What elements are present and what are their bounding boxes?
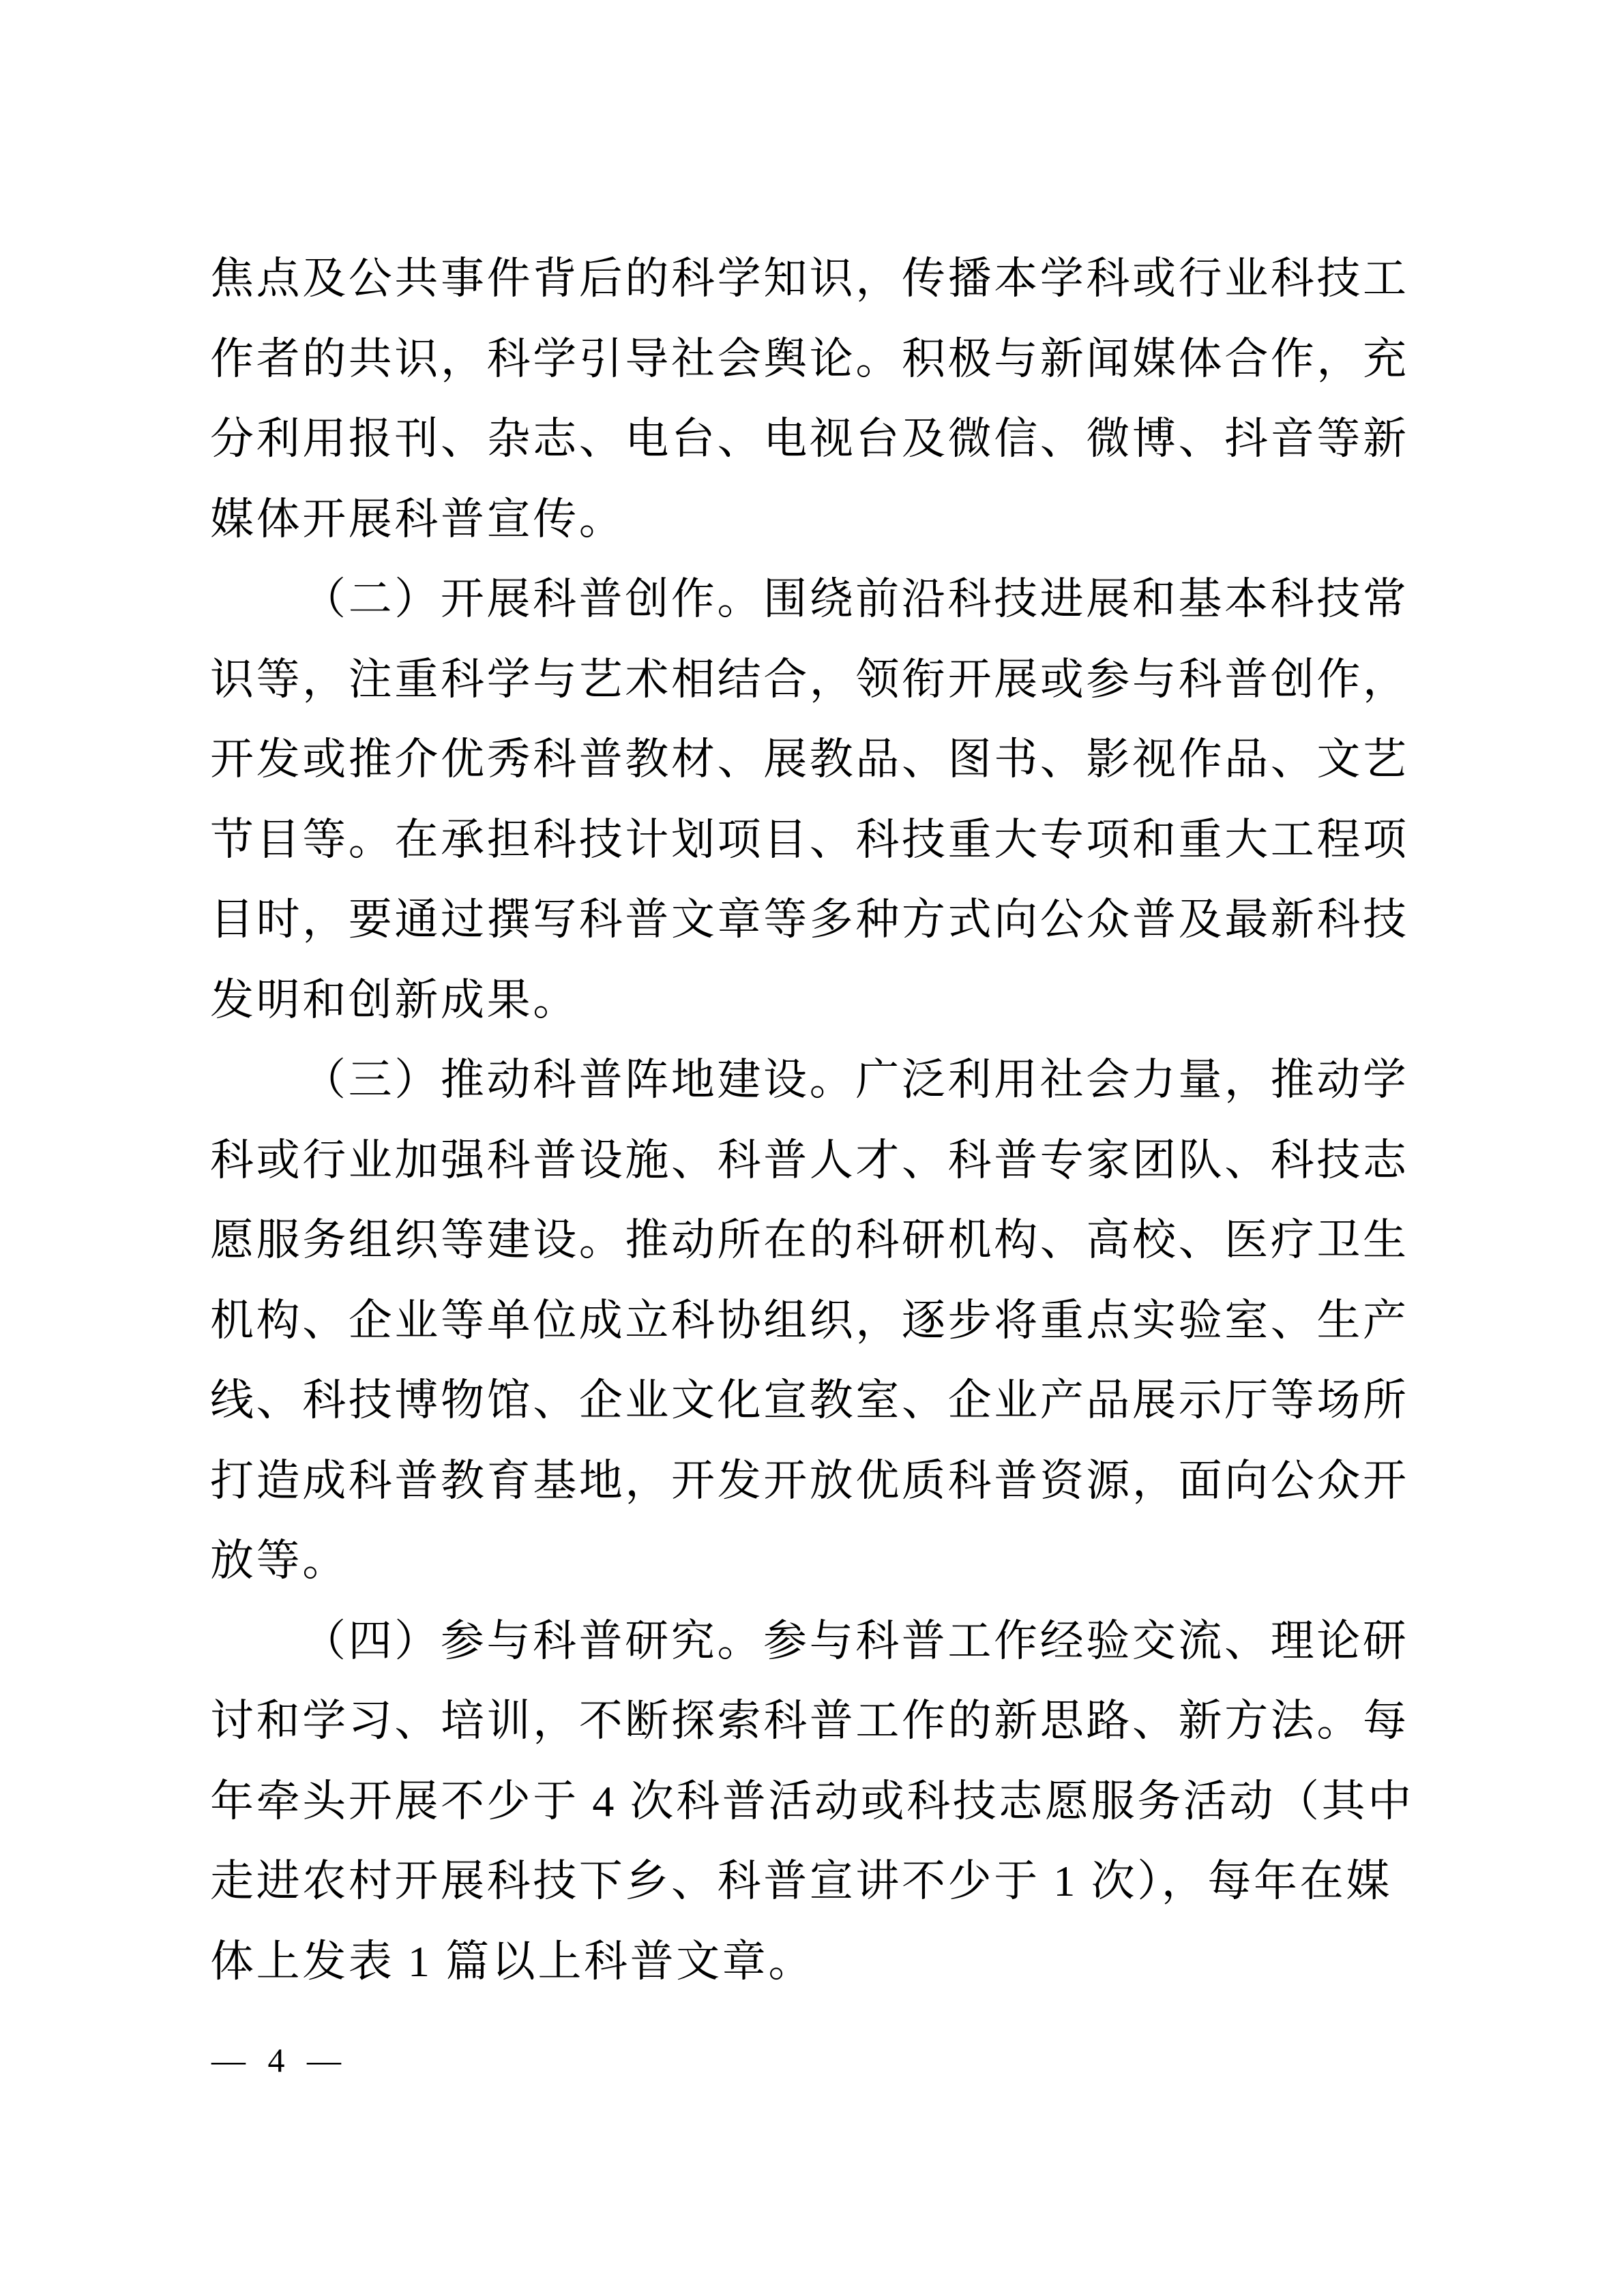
text-line: （三）推动科普阵地建设。广泛利用社会力量，推动学 xyxy=(302,1056,1409,1104)
text-line: 目时，要通过撰写科普文章等多种方式向公众普及最新科技 xyxy=(210,895,1409,944)
text-line: 科或行业加强科普设施、科普人才、科普专家团队、科技志 xyxy=(210,1135,1409,1184)
text-line: 节目等。在承担科技计划项目、科技重大专项和重大工程项 xyxy=(210,815,1409,864)
text-line: 讨和学习、培训，不断探索科普工作的新思路、新方法。每 xyxy=(210,1697,1409,1745)
text-line: 打造成科普教育基地，开发开放优质科普资源，面向公众开 xyxy=(210,1456,1409,1505)
body-text xyxy=(210,239,1415,2001)
text-line: 分利用报刊、杂志、电台、电视台及微信、微博、抖音等新 xyxy=(210,415,1409,463)
text-line: 焦点及公共事件背后的科学知识，传播本学科或行业科技工 xyxy=(210,254,1409,303)
text-line: 开发或推介优秀科普教材、展教品、图书、影视作品、文艺 xyxy=(210,735,1409,784)
text-line: 愿服务组织等建设。推动所在的科研机构、高校、医疗卫生 xyxy=(210,1216,1409,1264)
paragraph-continuation xyxy=(210,239,1415,559)
text-line: 作者的共识，科学引导社会舆论。积极与新闻媒体合作，充 xyxy=(210,334,1409,383)
paragraph-item-3 xyxy=(210,1040,1415,1601)
text-line: 线、科技博物馆、企业文化宣教室、企业产品展示厅等场所 xyxy=(210,1376,1409,1425)
paragraph-item-2 xyxy=(210,559,1415,1040)
text-line: （二）开展科普创作。围绕前沿科技进展和基本科技常 xyxy=(302,575,1409,623)
text-line: 机构、企业等单位成立科协组织，逐步将重点实验室、生产 xyxy=(210,1296,1409,1345)
text-line: 媒体开展科普宣传。 xyxy=(210,494,625,543)
text-line: （四）参与科普研究。参与科普工作经验交流、理论研 xyxy=(302,1616,1409,1665)
text-line: 年牵头开展不少于 4 次科普活动或科技志愿服务活动（其中 xyxy=(210,1776,1414,1825)
text-line: 体上发表 1 篇以上科普文章。 xyxy=(210,1937,814,1986)
text-line: 发明和创新成果。 xyxy=(210,975,579,1024)
paragraph-item-4 xyxy=(210,1601,1415,2002)
text-line: 识等，注重科学与艺术相结合，领衔开展或参与科普创作， xyxy=(210,655,1409,704)
page-number: — 4 — xyxy=(211,2041,342,2079)
text-line: 走进农村开展科技下乡、科普宣讲不少于 1 次），每年在媒 xyxy=(210,1857,1392,1905)
text-line: 放等。 xyxy=(210,1536,349,1585)
